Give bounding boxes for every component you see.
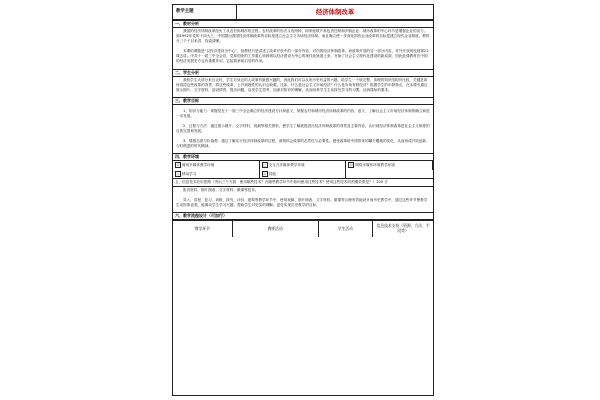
env-option: □ 交互式多媒体教学环境 xyxy=(260,161,347,169)
section-paragraph: 影音资料、图片图表、文字材料、微课等技术。 xyxy=(183,187,259,192)
section-paragraph: 导入、讲授、复习、训练、探究、评价、建构等教学环节中，使用视频、图片图表、文字材料，微课等合理有效地设计而历史教学中，通过这些环节使教学生动形象直观，能调动学生学习兴趣，帮助学生对史实的理解，更好实现历史教学的目标。 xyxy=(176,197,428,207)
checkbox-icon: □ xyxy=(263,163,267,168)
header-row xyxy=(173,5,433,20)
env-option-empty xyxy=(346,170,433,178)
env-option: □ 移动学习 xyxy=(173,170,260,178)
flow-col-stage: 教学环节 xyxy=(173,221,233,237)
section-heading-textbook: 一、教材分析 xyxy=(173,20,433,28)
lesson-title: 经济体制改革 xyxy=(315,8,355,16)
section-paragraph: 我国的经济体制改革经历了从农村到城市的过程。农村改革的形式又有两种，即家庭联产承包责任制和乡镇企业；城市改革的中心环节是增强企业的活力。到1992年党的十四大上，中国提出我国经济体制改革的目标是建立社会主义市场经济体制。而且确立使一步深化国有企业改革的目标是建立现代企业制度。教材分三个子目来讲，线索清晰。 xyxy=(176,29,430,44)
flow-col-teacher: 教师活动 xyxy=(233,221,319,237)
env-option: ☑ 网络多媒体环境教学环境 xyxy=(346,161,433,169)
objective-item: 1、知识与能力：掌握党在十一届三中全会确立的经济建设方针和意义，掌握农村和城市经济体制改革的内容、意义，了解社会主义市场经济体制的确立和进一步发展。 xyxy=(176,108,430,118)
section-heading-environment: 四、教学环境 xyxy=(173,153,433,161)
objective-item: 2、过程与方法：通过展示图片、文字材料、视频等相关资料，使学生了解我国进行经济体制改革的背景及主要内容，认识到经济体制改革是社会主义制度的自我完善和发展。 xyxy=(176,124,430,134)
objective-item: 3、情感态度与价值观：通过了解实行经济体制改革的过程，深刻体会改革的必然性与必要性。感受改革给中国带来的翻天覆地的变化，从而形成开拓创新、与时俱进的时代精神。 xyxy=(176,139,430,149)
lesson-plan-sheet xyxy=(172,4,434,396)
header-label: 教学主题 xyxy=(173,5,237,19)
checkbox-icon: ☑ xyxy=(176,163,180,168)
section-heading-it-approach: 五、信息技术应用思路（突出三个方面：使用哪些技术？在哪些教学环节中如何使用这些技术？使用这些技术的预期效果是？）200 字 xyxy=(173,179,433,187)
flow-col-tech: 信息技术支持（资源、方法、手段等） xyxy=(376,223,430,233)
section-paragraph: 我校学生大部分来自农村，学生对身边的人或事有最感兴趣的，因此我们可以从所历史有益的兴趣，给学生一个较完整、条理的知识结构仍比较，关键是如何讲清这些改革的背景、将这些改革，上升到理性的认识会较难。比如，什么是社会主义市场经济？什么是市场有制经济？根据学生的年龄特点，在本课中通过展示图片、文字资料，创设情景，提出问题，启发学生思考，加深对知识的理解，从而培养学生主动探究学习的习惯，达到课标的要求。 xyxy=(176,77,428,92)
section-heading-students: 二、学生分析 xyxy=(173,69,433,77)
checkbox-icon: ☑ xyxy=(349,163,353,168)
checkbox-icon: ☑ xyxy=(263,171,266,176)
env-option: ☑ 其他 xyxy=(260,170,347,178)
flow-col-student: 学生活动 xyxy=(319,221,374,237)
section-paragraph: 本课的课题是“以经济建设为中心”，但教材只是讲述了改革开放中的一部分内容，对内的经济体制改革，而改革开放的另一部分内容，对外开放则放到第21课去讲。中共十一届三中全会后，党和国家的工作重心转移到以经济建设为中心的现代化轨道上来，开始了社会主义现代化建设的新局面，因此此课教材在中国的经济发展史方也有重要作用，它起着承前启后的作用。 xyxy=(176,49,429,64)
env-option: ☑ 简易多媒体教学环境 xyxy=(173,161,260,169)
flow-table-header xyxy=(173,220,433,237)
section-heading-objectives: 三、教学目标 xyxy=(173,97,433,105)
checkbox-icon: □ xyxy=(176,171,180,176)
section-heading-flow: 六、教学流程设计（可加行） xyxy=(173,212,433,220)
environment-grid xyxy=(173,161,433,178)
